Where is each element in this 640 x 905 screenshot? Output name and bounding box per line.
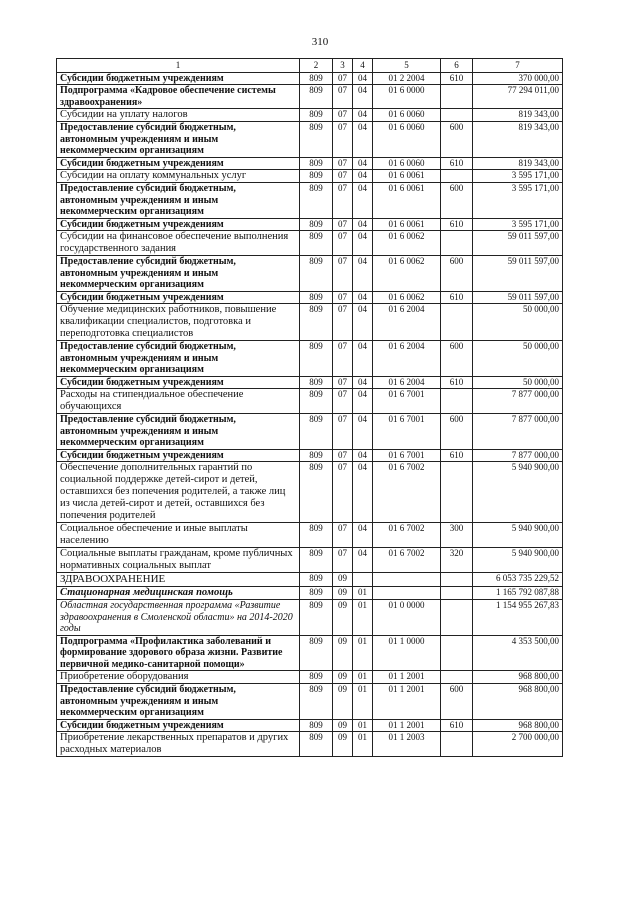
table-row <box>57 218 563 231</box>
row-name: Субсидии на оплату коммунальных услуг <box>57 170 300 183</box>
subsection-code: 01 <box>353 600 373 636</box>
row-name: Стационарная медицинская помощь <box>57 587 300 600</box>
amount: 5 940 900,00 <box>473 462 563 523</box>
column-header: 3 <box>333 59 353 73</box>
amount: 3 595 171,00 <box>473 218 563 231</box>
ministry-code: 809 <box>300 523 333 548</box>
subsection-code: 04 <box>353 256 373 292</box>
row-name: Социальные выплаты гражданам, кроме публичных нормативных социальных выплат <box>57 548 300 573</box>
ministry-code: 809 <box>300 462 333 523</box>
ministry-code: 809 <box>300 85 333 109</box>
target-article-code: 01 6 0000 <box>373 85 441 109</box>
section-code: 07 <box>333 183 353 219</box>
target-article-code: 01 6 2004 <box>373 304 441 341</box>
column-header: 2 <box>300 59 333 73</box>
ministry-code: 809 <box>300 414 333 450</box>
amount: 7 877 000,00 <box>473 389 563 414</box>
ministry-code: 809 <box>300 671 333 684</box>
row-name: Приобретение оборудования <box>57 671 300 684</box>
amount: 50 000,00 <box>473 304 563 341</box>
ministry-code: 809 <box>300 157 333 170</box>
expense-type-code: 610 <box>441 719 473 732</box>
section-code: 09 <box>333 587 353 600</box>
table-row <box>57 304 563 341</box>
row-name: Расходы на стипендиальное обеспечение обучающихся <box>57 389 300 414</box>
ministry-code: 809 <box>300 72 333 85</box>
subsection-code <box>353 573 373 587</box>
amount: 50 000,00 <box>473 376 563 389</box>
target-article-code: 01 6 7001 <box>373 389 441 414</box>
amount: 968 800,00 <box>473 719 563 732</box>
subsection-code: 04 <box>353 109 373 122</box>
amount: 819 343,00 <box>473 157 563 170</box>
section-code: 07 <box>333 341 353 377</box>
ministry-code: 809 <box>300 376 333 389</box>
row-name: Обеспечение дополнительных гарантий по социальной поддержке детей-сирот и детей, оставшихся без попечения родителей, а также лиц из числа детей-сирот и детей, оставшихся без попечения родителей <box>57 462 300 523</box>
expense-type-code: 600 <box>441 341 473 377</box>
table-row <box>57 719 563 732</box>
section-code: 07 <box>333 523 353 548</box>
row-name: Субсидии бюджетным учреждениям <box>57 449 300 462</box>
subsection-code: 04 <box>353 85 373 109</box>
ministry-code: 809 <box>300 548 333 573</box>
row-name: Субсидии бюджетным учреждениям <box>57 218 300 231</box>
table-row <box>57 732 563 757</box>
expense-type-code: 300 <box>441 523 473 548</box>
row-name: Предоставление субсидий бюджетным, автономным учреждениям и иным некоммерческим организациям <box>57 341 300 377</box>
amount: 59 011 597,00 <box>473 256 563 292</box>
target-article-code: 01 1 0000 <box>373 635 441 671</box>
table-row <box>57 109 563 122</box>
amount: 59 011 597,00 <box>473 231 563 256</box>
section-code: 07 <box>333 548 353 573</box>
subsection-code: 04 <box>353 72 373 85</box>
expense-type-code: 610 <box>441 291 473 304</box>
table-row <box>57 573 563 587</box>
amount: 370 000,00 <box>473 72 563 85</box>
table-row <box>57 72 563 85</box>
expense-type-code: 600 <box>441 183 473 219</box>
subsection-code: 04 <box>353 122 373 158</box>
section-code: 07 <box>333 462 353 523</box>
row-name: Предоставление субсидий бюджетным, автономным учреждениям и иным некоммерческим организациям <box>57 256 300 292</box>
table-row <box>57 341 563 377</box>
amount: 7 877 000,00 <box>473 414 563 450</box>
table-row <box>57 170 563 183</box>
expense-type-code <box>441 462 473 523</box>
ministry-code: 809 <box>300 218 333 231</box>
target-article-code: 01 1 2001 <box>373 684 441 720</box>
column-header: 7 <box>473 59 563 73</box>
expense-type-code <box>441 231 473 256</box>
subsection-code: 04 <box>353 548 373 573</box>
expense-type-code <box>441 170 473 183</box>
amount: 59 011 597,00 <box>473 291 563 304</box>
target-article-code: 01 1 2001 <box>373 719 441 732</box>
table-row <box>57 122 563 158</box>
section-code: 09 <box>333 573 353 587</box>
table-row <box>57 256 563 292</box>
section-code: 07 <box>333 218 353 231</box>
table-row <box>57 376 563 389</box>
amount: 968 800,00 <box>473 671 563 684</box>
expense-type-code <box>441 732 473 757</box>
subsection-code: 04 <box>353 157 373 170</box>
section-code: 07 <box>333 291 353 304</box>
row-name: Субсидии бюджетным учреждениям <box>57 157 300 170</box>
ministry-code: 809 <box>300 389 333 414</box>
ministry-code: 809 <box>300 600 333 636</box>
amount: 2 700 000,00 <box>473 732 563 757</box>
ministry-code: 809 <box>300 635 333 671</box>
section-code: 07 <box>333 304 353 341</box>
target-article-code: 01 1 2001 <box>373 671 441 684</box>
target-article-code: 01 6 7002 <box>373 523 441 548</box>
target-article-code: 01 6 7001 <box>373 449 441 462</box>
section-code: 09 <box>333 732 353 757</box>
table-row <box>57 523 563 548</box>
target-article-code: 01 1 2003 <box>373 732 441 757</box>
row-name: Субсидии бюджетным учреждениям <box>57 291 300 304</box>
ministry-code: 809 <box>300 573 333 587</box>
target-article-code: 01 6 0062 <box>373 291 441 304</box>
expense-type-code <box>441 600 473 636</box>
subsection-code: 04 <box>353 376 373 389</box>
target-article-code: 01 6 7002 <box>373 548 441 573</box>
target-article-code: 01 6 0061 <box>373 218 441 231</box>
table-header-row <box>57 59 563 73</box>
amount: 7 877 000,00 <box>473 449 563 462</box>
subsection-code: 01 <box>353 587 373 600</box>
ministry-code: 809 <box>300 122 333 158</box>
amount: 1 154 955 267,83 <box>473 600 563 636</box>
section-code: 09 <box>333 671 353 684</box>
expense-type-code <box>441 635 473 671</box>
section-code: 09 <box>333 635 353 671</box>
ministry-code: 809 <box>300 732 333 757</box>
expense-type-code: 610 <box>441 218 473 231</box>
ministry-code: 809 <box>300 291 333 304</box>
amount: 77 294 011,00 <box>473 85 563 109</box>
table-row <box>57 449 563 462</box>
table-row <box>57 183 563 219</box>
subsection-code: 01 <box>353 684 373 720</box>
expense-type-code: 610 <box>441 376 473 389</box>
table-row <box>57 600 563 636</box>
amount: 3 595 171,00 <box>473 183 563 219</box>
subsection-code: 04 <box>353 449 373 462</box>
section-code: 07 <box>333 122 353 158</box>
ministry-code: 809 <box>300 719 333 732</box>
expense-type-code: 600 <box>441 122 473 158</box>
row-name: Предоставление субсидий бюджетным, автономным учреждениям и иным некоммерческим организациям <box>57 414 300 450</box>
subsection-code: 01 <box>353 671 373 684</box>
target-article-code: 01 6 0060 <box>373 122 441 158</box>
subsection-code: 04 <box>353 523 373 548</box>
subsection-code: 04 <box>353 304 373 341</box>
subsection-code: 01 <box>353 635 373 671</box>
ministry-code: 809 <box>300 170 333 183</box>
ministry-code: 809 <box>300 231 333 256</box>
amount: 6 053 735 229,52 <box>473 573 563 587</box>
subsection-code: 04 <box>353 462 373 523</box>
row-name: Субсидии бюджетным учреждениям <box>57 72 300 85</box>
expense-type-code: 320 <box>441 548 473 573</box>
target-article-code: 01 0 0000 <box>373 600 441 636</box>
table-row <box>57 671 563 684</box>
expense-type-code: 610 <box>441 72 473 85</box>
row-name: Субсидии бюджетным учреждениям <box>57 719 300 732</box>
target-article-code: 01 6 7001 <box>373 414 441 450</box>
amount: 1 165 792 087,88 <box>473 587 563 600</box>
expense-type-code <box>441 109 473 122</box>
ministry-code: 809 <box>300 304 333 341</box>
section-code: 07 <box>333 157 353 170</box>
target-article-code: 01 6 0061 <box>373 183 441 219</box>
target-article-code <box>373 573 441 587</box>
ministry-code: 809 <box>300 341 333 377</box>
section-code: 07 <box>333 72 353 85</box>
target-article-code <box>373 587 441 600</box>
table-row <box>57 548 563 573</box>
target-article-code: 01 6 0060 <box>373 157 441 170</box>
target-article-code: 01 6 0060 <box>373 109 441 122</box>
column-header: 1 <box>57 59 300 73</box>
target-article-code: 01 6 2004 <box>373 341 441 377</box>
subsection-code: 04 <box>353 183 373 219</box>
column-header: 4 <box>353 59 373 73</box>
target-article-code: 01 2 2004 <box>373 72 441 85</box>
table-row <box>57 85 563 109</box>
section-code: 07 <box>333 389 353 414</box>
target-article-code: 01 6 2004 <box>373 376 441 389</box>
amount: 5 940 900,00 <box>473 548 563 573</box>
section-code: 07 <box>333 170 353 183</box>
amount: 968 800,00 <box>473 684 563 720</box>
section-code: 09 <box>333 719 353 732</box>
row-name: Областная государственная программа «Развитие здравоохранения в Смоленской области» на 2014-2020 годы <box>57 600 300 636</box>
section-code: 09 <box>333 600 353 636</box>
target-article-code: 01 6 0061 <box>373 170 441 183</box>
subsection-code: 01 <box>353 719 373 732</box>
column-header: 5 <box>373 59 441 73</box>
target-article-code: 01 6 7002 <box>373 462 441 523</box>
table-row <box>57 684 563 720</box>
ministry-code: 809 <box>300 684 333 720</box>
expense-type-code: 610 <box>441 157 473 170</box>
row-name: Субсидии бюджетным учреждениям <box>57 376 300 389</box>
amount: 5 940 900,00 <box>473 523 563 548</box>
row-name: Обучение медицинских работников, повышение квалификации специалистов, подготовка и переподготовка специалистов <box>57 304 300 341</box>
table-row <box>57 414 563 450</box>
row-name: Подпрограмма «Кадровое обеспечение системы здравоохранения» <box>57 85 300 109</box>
expense-type-code: 600 <box>441 684 473 720</box>
subsection-code: 04 <box>353 170 373 183</box>
row-name: Субсидии на финансовое обеспечение выполнения государственного задания <box>57 231 300 256</box>
row-name: ЗДРАВООХРАНЕНИЕ <box>57 573 300 587</box>
page-number: 310 <box>311 36 329 48</box>
expense-type-code <box>441 85 473 109</box>
table-row <box>57 157 563 170</box>
table-row <box>57 587 563 600</box>
subsection-code: 04 <box>353 389 373 414</box>
row-name: Предоставление субсидий бюджетным, автономным учреждениям и иным некоммерческим организациям <box>57 122 300 158</box>
row-name: Предоставление субсидий бюджетным, автономным учреждениям и иным некоммерческим организациям <box>57 684 300 720</box>
row-name: Социальное обеспечение и иные выплаты населению <box>57 523 300 548</box>
target-article-code: 01 6 0062 <box>373 231 441 256</box>
subsection-code: 04 <box>353 341 373 377</box>
expense-type-code <box>441 389 473 414</box>
target-article-code: 01 6 0062 <box>373 256 441 292</box>
table-row <box>57 635 563 671</box>
expense-type-code <box>441 573 473 587</box>
section-code: 07 <box>333 231 353 256</box>
amount: 50 000,00 <box>473 341 563 377</box>
amount: 819 343,00 <box>473 122 563 158</box>
section-code: 07 <box>333 85 353 109</box>
section-code: 07 <box>333 109 353 122</box>
row-name: Субсидии на уплату налогов <box>57 109 300 122</box>
subsection-code: 04 <box>353 218 373 231</box>
row-name: Приобретение лекарственных препаратов и других расходных материалов <box>57 732 300 757</box>
ministry-code: 809 <box>300 449 333 462</box>
subsection-code: 04 <box>353 291 373 304</box>
ministry-code: 809 <box>300 256 333 292</box>
expense-type-code: 600 <box>441 414 473 450</box>
expense-type-code <box>441 304 473 341</box>
section-code: 07 <box>333 256 353 292</box>
ministry-code: 809 <box>300 183 333 219</box>
ministry-code: 809 <box>300 109 333 122</box>
column-header: 6 <box>441 59 473 73</box>
budget-table <box>56 58 563 757</box>
row-name: Предоставление субсидий бюджетным, автономным учреждениям и иным некоммерческим организациям <box>57 183 300 219</box>
table-row <box>57 231 563 256</box>
expense-type-code: 610 <box>441 449 473 462</box>
subsection-code: 04 <box>353 414 373 450</box>
subsection-code: 04 <box>353 231 373 256</box>
expense-type-code <box>441 587 473 600</box>
row-name: Подпрограмма «Профилактика заболеваний и формирование здорового образа жизни. Развитие первичной медико-санитарной помощи» <box>57 635 300 671</box>
table-row <box>57 389 563 414</box>
section-code: 09 <box>333 684 353 720</box>
ministry-code: 809 <box>300 587 333 600</box>
expense-type-code <box>441 671 473 684</box>
section-code: 07 <box>333 376 353 389</box>
table-row <box>57 291 563 304</box>
expense-type-code: 600 <box>441 256 473 292</box>
amount: 3 595 171,00 <box>473 170 563 183</box>
subsection-code: 01 <box>353 732 373 757</box>
amount: 4 353 500,00 <box>473 635 563 671</box>
section-code: 07 <box>333 414 353 450</box>
section-code: 07 <box>333 449 353 462</box>
amount: 819 343,00 <box>473 109 563 122</box>
table-row <box>57 462 563 523</box>
